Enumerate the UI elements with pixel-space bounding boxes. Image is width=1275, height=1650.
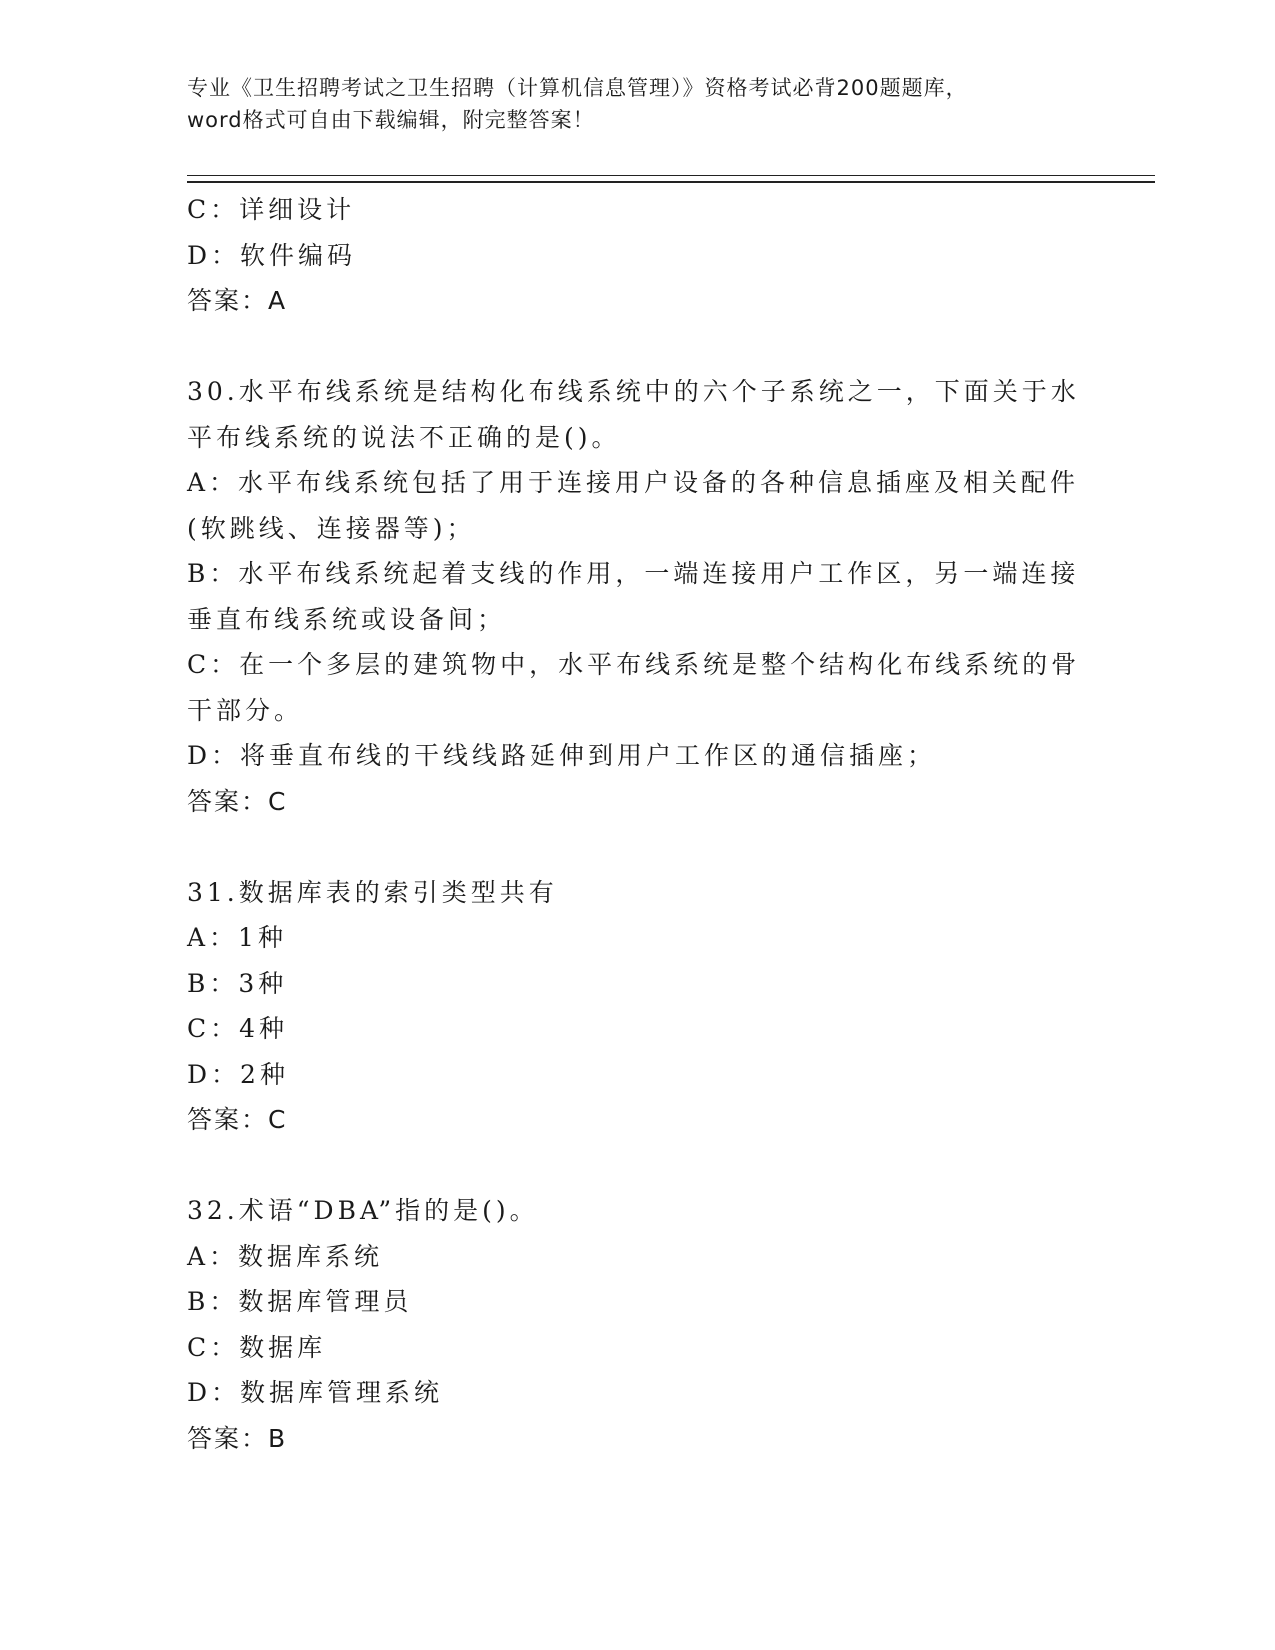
header-line-1: 专业《卫生招聘考试之卫生招聘（计算机信息管理）》资格考试必背200题题库， [187, 76, 968, 100]
option-line: D：将垂直布线的干线线路延伸到用户工作区的通信插座； [187, 741, 937, 770]
option-line: C：4种 [187, 1014, 289, 1043]
option-line: D：2种 [187, 1059, 289, 1089]
answer-line: 答案：A [187, 286, 288, 315]
spacer [187, 824, 1087, 870]
option-line: D：软件编码 [187, 240, 357, 270]
answer-line: 答案：C [187, 1105, 288, 1134]
question-stem-line: 平布线系统的说法不正确的是()。 [187, 422, 621, 452]
question-stem-line: 32.术语“DBA”指的是()。 [187, 1196, 539, 1225]
question-content [187, 187, 1087, 1461]
answer-line: 答案：B [187, 1423, 288, 1453]
option-line: C：数据库 [187, 1332, 327, 1362]
question-30 [187, 369, 1087, 824]
option-line: A：水平布线系统包括了用于连接用户设备的各种信息插座及相关配件 [187, 468, 1080, 497]
question-31 [187, 870, 1087, 1143]
option-line: 干部分。 [187, 695, 304, 725]
option-line: A：数据库系统 [187, 1241, 384, 1271]
option-line: B：3种 [187, 968, 288, 998]
question-32 [187, 1188, 1087, 1461]
option-line: C：详细设计 [187, 195, 356, 224]
option-line: B：水平布线系统起着支线的作用，一端连接用户工作区，另一端连接 [187, 559, 1080, 588]
option-line: C：在一个多层的建筑物中，水平布线系统是整个结构化布线系统的骨 [187, 650, 1081, 679]
answer-line: 答案：C [187, 786, 288, 816]
header-line-2: word格式可自由下载编辑，附完整答案！ [187, 108, 595, 132]
header-divider-thick [187, 181, 1155, 183]
spacer [187, 1143, 1087, 1189]
option-line: B：数据库管理员 [187, 1287, 413, 1316]
document-header [187, 72, 1087, 136]
question-stem-line: 30.水平布线系统是结构化布线系统中的六个子系统之一，下面关于水 [187, 377, 1080, 406]
spacer [187, 324, 1087, 370]
option-line: A：1种 [187, 923, 287, 952]
header-divider-thin [187, 175, 1155, 176]
option-line: (软跳线、连接器等)； [187, 513, 476, 543]
option-line: 垂直布线系统或设备间； [187, 604, 507, 634]
option-line: D：数据库管理系统 [187, 1378, 444, 1407]
question-stem-line: 31.数据库表的索引类型共有 [187, 877, 558, 907]
